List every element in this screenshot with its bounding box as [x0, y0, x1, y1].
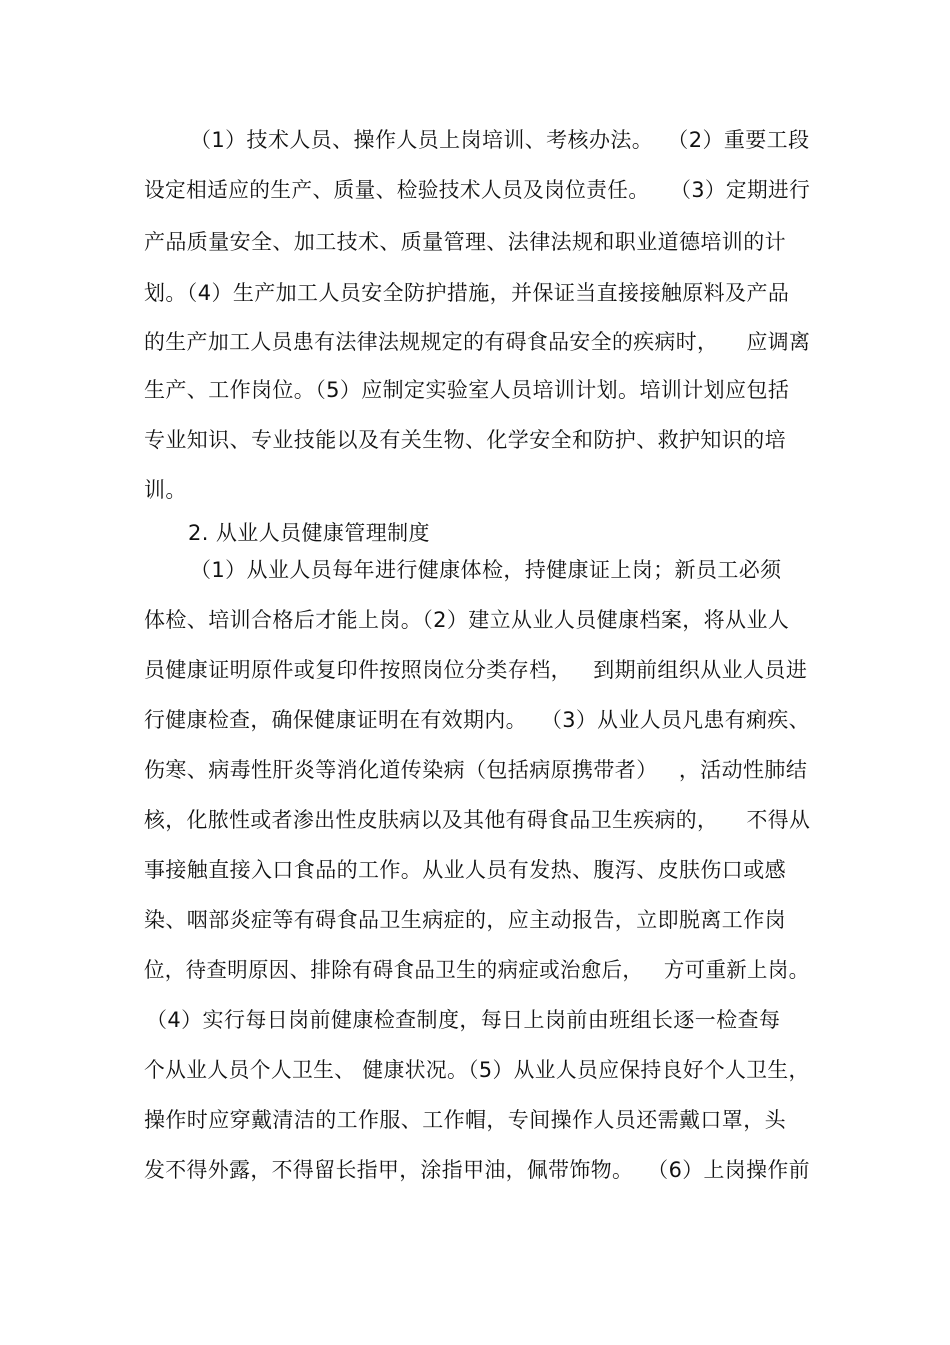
paragraph-line: 设定相适应的生产、质量、检验技术人员及岗位责任。 （3）定期进行 — [144, 178, 811, 202]
paragraph-line: 产品质量安全、加工技术、质量管理、法律法规和职业道德培训的计 — [144, 230, 786, 254]
paragraph-line: （4）实行每日岗前健康检查制度，每日上岗前由班组长逐一检查每 — [146, 1008, 781, 1032]
paragraph-line: 生产、工作岗位。（5）应制定实验室人员培训计划。培训计划应包括 — [144, 378, 790, 402]
paragraph-line: 的生产加工人员患有法律法规规定的有碍食品安全的疾病时， 应调离 — [144, 330, 811, 354]
paragraph-line: 位，待查明原因、排除有碍食品卫生的病症或治愈后， 方可重新上岗。 — [144, 958, 810, 982]
section-heading: 2. 从业人员健康管理制度 — [188, 521, 430, 545]
paragraph-line: 训。 — [144, 478, 187, 502]
paragraph-line: 行健康检查，确保健康证明在有效期内。 （3）从业人员凡患有痢疾、 — [144, 708, 810, 732]
paragraph-line: 个从业人员个人卫生、 健康状况。（5）从业人员应保持良好个人卫生， — [144, 1058, 810, 1082]
paragraph-line: 操作时应穿戴清洁的工作服、工作帽，专间操作人员还需戴口罩，头 — [144, 1108, 786, 1132]
paragraph-line: 伤寒、病毒性肝炎等消化道传染病（包括病原携带者） ，活动性肺结 — [144, 758, 808, 782]
paragraph-line: 事接触直接入口食品的工作。从业人员有发热、腹泻、皮肤伤口或感 — [144, 858, 786, 882]
paragraph-line: 发不得外露，不得留长指甲，涂指甲油，佩带饰物。 （6）上岗操作前 — [144, 1158, 810, 1182]
paragraph-line: 核，化脓性或者渗出性皮肤病以及其他有碍食品卫生疾病的， 不得从 — [144, 808, 811, 832]
paragraph-line: 体检、培训合格后才能上岗。（2）建立从业人员健康档案，将从业人 — [144, 608, 790, 632]
paragraph-line: 员健康证明原件或复印件按照岗位分类存档， 到期前组织从业人员进 — [144, 658, 808, 682]
paragraph-line: 专业知识、专业技能以及有关生物、化学安全和防护、救护知识的培 — [144, 428, 786, 452]
paragraph-line: 划。（4）生产加工人员安全防护措施，并保证当直接接触原料及产品 — [144, 281, 790, 305]
paragraph-line: 染、咽部炎症等有碍食品卫生病症的，应主动报告，立即脱离工作岗 — [144, 908, 786, 932]
paragraph-line: （1）技术人员、操作人员上岗培训、考核办法。 （2）重要工段 — [190, 128, 810, 152]
paragraph-line: （1）从业人员每年进行健康体检，持健康证上岗；新员工必须 — [190, 558, 782, 582]
